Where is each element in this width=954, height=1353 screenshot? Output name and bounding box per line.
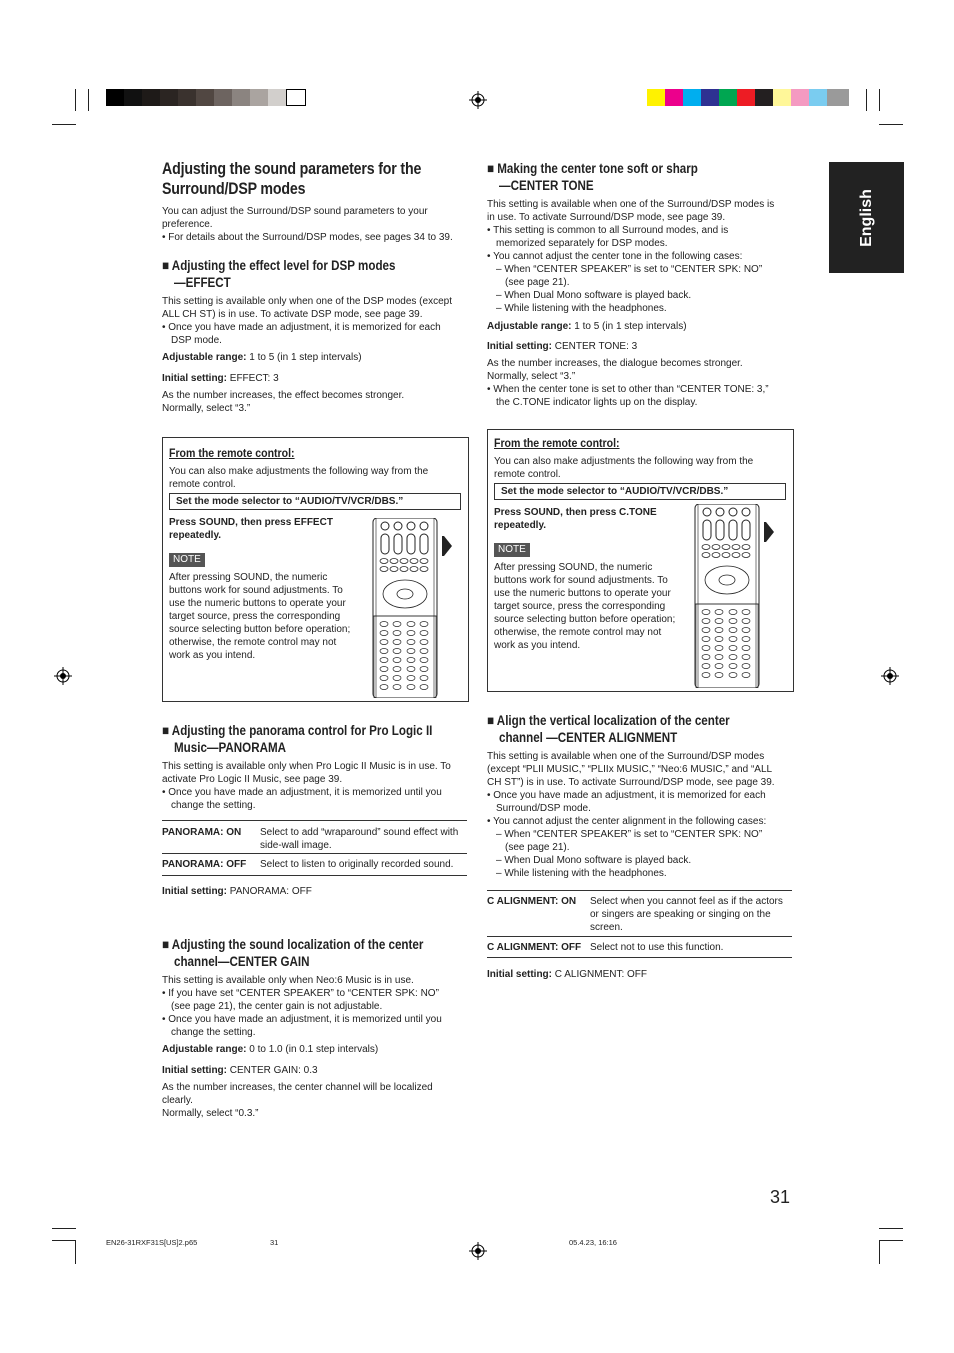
gain-range: Adjustable range: 0 to 1.0 (in 0.1 step intervals) [162, 1044, 379, 1055]
mode-selector-instruction: Set the mode selector to “AUDIO/TV/VCR/DBS.” [494, 483, 786, 500]
registration-target-icon [469, 1242, 487, 1260]
gain-note-text: As the number increases, the center channel will be localized clearly. Normally, select “0.3.” [162, 1082, 433, 1119]
effect-heading-sub: —EFFECT [174, 275, 231, 290]
page-title-line1: Adjusting the sound parameters for the [162, 160, 422, 178]
align-initial: Initial setting: C ALIGNMENT: OFF [487, 969, 648, 980]
gain-initial: Initial setting: CENTER GAIN: 0.3 [162, 1065, 318, 1076]
intro-text: You can adjust the Surround/DSP sound parameters to your preference. • For details about the Surround/DSP modes, see pages 34 to 39. [162, 206, 453, 243]
footer-file: EN26-31RXF31S[US]2.p65 [106, 1238, 198, 1247]
page-title-line2: Surround/DSP modes [162, 180, 306, 198]
language-tab [829, 162, 904, 273]
panorama-on-row: PANORAMA: ON Select to add “wraparound” sound effect with side-wall image. [162, 827, 459, 851]
effect-heading: ■ Adjusting the effect level for DSP modes [162, 258, 396, 273]
panorama-initial: Initial setting: PANORAMA: OFF [162, 886, 312, 897]
tone-heading-sub: —CENTER TONE [499, 178, 594, 193]
remote-box-title: From the remote control: [169, 446, 295, 460]
note-badge: NOTE [494, 543, 530, 557]
registration-target-icon [881, 667, 899, 685]
tone-initial: Initial setting: CENTER TONE: 3 [487, 341, 638, 352]
remote-control-box: From the remote control: You can also make adjustments the following way from the remote control. Set the mode selector to “AUDIO/TV/VCR/DBS.” Press SOUND, then press C.TONE repeatedly. NOTE After pressing SOUND, the numeric buttons work for sound adjustments. To use the numeric buttons to operate your target source, press the corresponding source selecting button before operation; otherwise, the remote control may not work as you intend. [487, 429, 794, 692]
page-number: 31 [770, 1187, 791, 1207]
tone-text: This setting is available when one of the Surround/DSP modes is in use. To activate Surround/DSP mode, see page 39. • This setting is common to all Surround modes, and is memorized separately for DSP modes. • You cannot adjust the center tone in the following cases: – When “CENTER SPEAKER” is set to “CENTER SPK: NO” (see page 21). – When Dual Mono software is played back. – While listening with the headphones. [487, 199, 775, 314]
align-text: This setting is available when one of the Surround/DSP modes (except “PLII MUSIC,” “PLIIx MUSIC,” “Neo:6 MUSIC,” and “ALL CH ST”) is in use. To activate Surround/DSP mode, see page 39. • Once you have made an adjustment, it is memorized for each Surround/DSP mode. • You cannot adjust the center alignment in the following cases: – When “CENTER SPEAKER” is set to “CENTER SPK: NO” (see page 21). – When Dual Mono software is played back. – While listening with the headphones. [487, 751, 775, 879]
alignment-on-row: C ALIGNMENT: ON Select when you cannot feel as if the actors or singers are speaking or singing on the screen. [487, 896, 783, 933]
panorama-heading-sub: Music—PANORAMA [174, 740, 287, 755]
effect-text: This setting is available only when one of the DSP modes (except ALL CH ST) is in use. To activate DSP mode, see page 39. • Once you have made an adjustment, it is memorized for each DSP mode. [162, 296, 452, 346]
note-badge: NOTE [169, 553, 205, 567]
effect-initial: Initial setting: EFFECT: 3 [162, 373, 279, 384]
effect-range: Adjustable range: 1 to 5 (in 1 step intervals) [162, 352, 362, 363]
gain-text: This setting is available only when Neo:6 Music is in use. • If you have set “CENTER SPEAKER” to “CENTER SPK: NO” (see page 21), the center gain is not adjustable. • Once you have made an adjustment, it is memorized until you change the setting. [162, 975, 442, 1038]
panorama-text: This setting is available only when Pro Logic II Music is in use. To activate Pro Logic II Music, see page 39. • Once you have made an adjustment, it is memorized until you change the setting. [162, 761, 451, 811]
gain-heading-sub: channel—CENTER GAIN [174, 954, 310, 969]
registration-target-icon [469, 91, 487, 109]
gain-heading: ■ Adjusting the sound localization of the center [162, 937, 424, 952]
tone-range: Adjustable range: 1 to 5 (in 1 step intervals) [487, 321, 687, 332]
registration-target-icon [54, 667, 72, 685]
footer-date: 05.4.23, 16:16 [569, 1238, 617, 1247]
remote-control-icon [694, 504, 786, 688]
panorama-heading: ■ Adjusting the panorama control for Pro Logic II [162, 723, 433, 738]
remote-control-icon [372, 518, 464, 698]
tone-heading: ■ Making the center tone soft or sharp [487, 161, 698, 176]
panorama-off-row: PANORAMA: OFF Select to listen to originally recorded sound. [162, 859, 454, 870]
align-heading-sub: channel —CENTER ALIGNMENT [499, 730, 678, 745]
language-tab-label: English [857, 188, 875, 247]
effect-note-text: As the number increases, the effect becomes stronger. Normally, select “3.” [162, 390, 405, 414]
footer-page: 31 [270, 1238, 279, 1247]
align-heading: ■ Align the vertical localization of the center [487, 713, 730, 728]
alignment-off-row: C ALIGNMENT: OFF Select not to use this function. [487, 942, 724, 953]
tone-note-text: As the number increases, the dialogue becomes stronger. Normally, select “3.” • When the center tone is set to other than “CENTER TONE: 3,” the C.TONE indicator lights up on the display. [487, 358, 769, 408]
mode-selector-instruction: Set the mode selector to “AUDIO/TV/VCR/DBS.” [169, 493, 461, 510]
remote-control-box: From the remote control: You can also make adjustments the following way from the remote control. Set the mode selector to “AUDIO/TV/VCR/DBS.” Press SOUND, then press EFFECT repeatedly. NOTE After pressing SOUND, the numeric buttons work for sound adjustments. To use the numeric buttons to operate your target source, press the corresponding source selecting button before operation; otherwise, the remote control may not work as you intend. [162, 437, 469, 702]
remote-box-title: From the remote control: [494, 436, 620, 450]
